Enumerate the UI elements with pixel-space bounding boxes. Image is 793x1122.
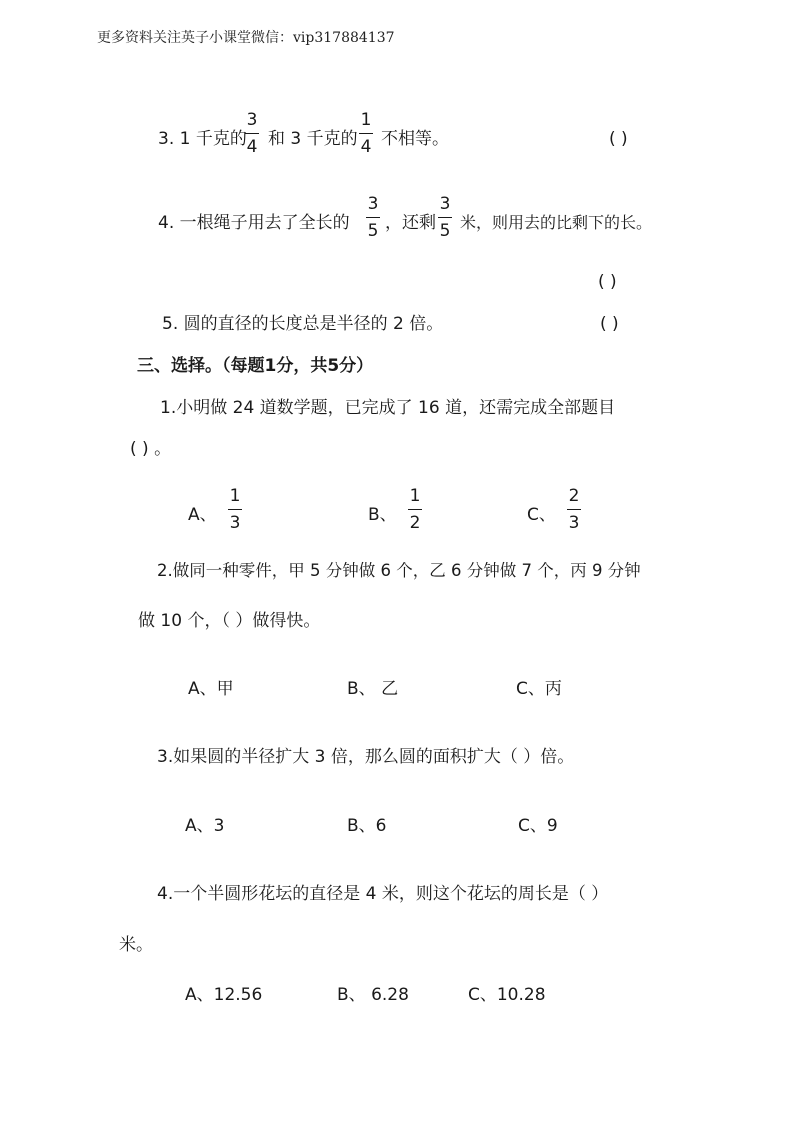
option-a[interactable]: A、12.56 <box>185 985 263 1005</box>
denominator: 3 <box>568 513 580 533</box>
fraction <box>438 196 452 240</box>
fraction <box>408 488 422 532</box>
option-b[interactable]: B、 6.28 <box>337 985 409 1005</box>
question-text: 3.如果圆的半径扩大 3 倍，那么圆的面积扩大（ ）倍。 <box>157 747 575 767</box>
fraction-bar <box>245 133 259 134</box>
question-text: 不相等。 <box>381 129 449 149</box>
question-text: 4. 一根绳子用去了全长的 <box>158 213 350 233</box>
question-text: 米。 <box>119 935 153 955</box>
answer-parentheses[interactable]: ( ) 。 <box>130 439 172 459</box>
denominator: 4 <box>360 137 372 157</box>
fraction-bar <box>228 509 242 510</box>
option-a[interactable]: A、3 <box>185 816 225 836</box>
denominator: 5 <box>367 221 379 241</box>
fraction-bar <box>438 217 452 218</box>
fraction-bar <box>359 133 373 134</box>
question-text: ，还剩 <box>385 213 436 233</box>
numerator: 1 <box>360 110 372 130</box>
option-c[interactable]: C、丙 <box>516 679 562 699</box>
numerator: 3 <box>367 194 379 214</box>
numerator: 1 <box>229 486 241 506</box>
answer-parentheses[interactable]: ( ) <box>598 272 617 292</box>
denominator: 3 <box>229 513 241 533</box>
numerator: 3 <box>246 110 258 130</box>
denominator: 4 <box>246 137 258 157</box>
fraction <box>228 488 242 532</box>
section-title: 三、选择。（每题1分，共5分） <box>137 356 374 376</box>
option-label: A、 <box>188 505 217 525</box>
fraction <box>567 488 581 532</box>
fraction <box>366 196 380 240</box>
option-c[interactable]: C、10.28 <box>468 985 546 1005</box>
option-c[interactable]: C、9 <box>518 816 558 836</box>
numerator: 1 <box>409 486 421 506</box>
option-label: C、 <box>527 505 556 525</box>
option-a[interactable]: A、甲 <box>188 679 234 699</box>
question-text: 米，则用去的比剩下的长。 <box>460 213 653 232</box>
question-text: 和 3 千克的 <box>268 129 358 149</box>
denominator: 5 <box>439 221 451 241</box>
question-text: 做 10 个，（ ）做得快。 <box>138 611 321 631</box>
question-text: 4.一个半圆形花坛的直径是 4 米，则这个花坛的周长是（ ） <box>157 884 609 904</box>
fraction-bar <box>408 509 422 510</box>
numerator: 2 <box>568 486 580 506</box>
question-text: 2.做同一种零件，甲 5 分钟做 6 个，乙 6 分钟做 7 个，丙 9 分钟 <box>157 561 641 580</box>
fraction-bar <box>366 217 380 218</box>
answer-parentheses[interactable]: ( ) <box>600 314 619 334</box>
denominator: 2 <box>409 513 421 533</box>
fraction <box>245 112 259 156</box>
fraction <box>359 112 373 156</box>
numerator: 3 <box>439 194 451 214</box>
option-b[interactable]: B、6 <box>347 816 387 836</box>
fraction-bar <box>567 509 581 510</box>
question-text: 5. 圆的直径的长度总是半径的 2 倍。 <box>162 314 444 334</box>
answer-parentheses[interactable]: ( ) <box>609 129 628 149</box>
question-text: 1.小明做 24 道数学题，已完成了 16 道，还需完成全部题目 <box>160 398 616 418</box>
question-text: 3. 1 千克的 <box>158 129 247 149</box>
option-b[interactable]: B、 乙 <box>347 679 399 699</box>
page-header: 更多资料关注英子小课堂微信：vip317884137 <box>97 30 395 46</box>
option-label: B、 <box>368 505 397 525</box>
